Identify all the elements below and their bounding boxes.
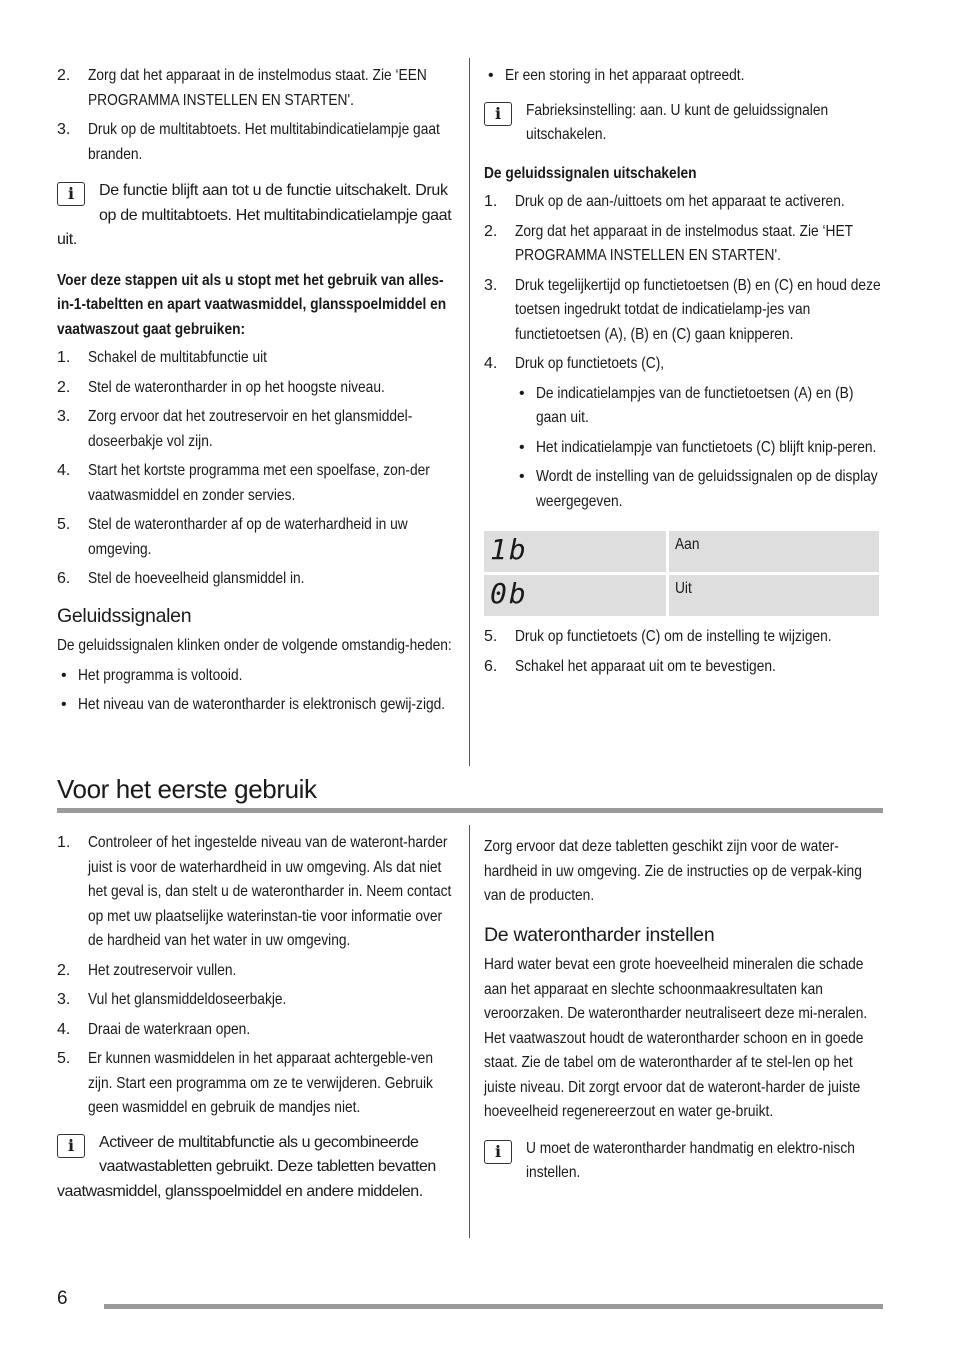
- bullet-list: [484, 64, 884, 89]
- right-column-bottom: [484, 835, 884, 1196]
- steps-list-a: [57, 64, 457, 167]
- section-subheading: De geluidssignalen uitschakelen: [484, 164, 697, 182]
- list-item: 5. Druk op functietoets (C) om de instelling te wijzigen.: [484, 628, 832, 645]
- info-note: i Fabrieksinstelling: aan. U kunt de geluidssignalen uitschakelen.: [484, 99, 884, 148]
- list-item: 3. Druk op de multitabtoets. Het multitabindicatielampje gaat branden.: [57, 121, 440, 163]
- info-note: i U moet de waterontharder handmatig en elektro-nisch instellen.: [484, 1137, 884, 1186]
- list-item: 2. Het zoutreservoir vullen.: [57, 961, 237, 979]
- list-item: • Het programma is voltooid.: [61, 666, 243, 684]
- info-icon: i: [57, 182, 85, 206]
- list-item: 5. Er kunnen wasmiddelen in het apparaat achtergeble-ven zijn. Start een programma om ze te verwijderen. Gebruik geen wasmiddel en gebruik de mandjes niet.: [57, 1050, 433, 1116]
- list-item: 5. Stel de waterontharder af op de waterhardheid in uw omgeving.: [57, 516, 408, 558]
- list-item: 2. Zorg dat het apparaat in de instelmodus staat. Zie ‘HET PROGRAMMA INSTELLEN EN STARTEN'.: [484, 222, 853, 264]
- list-item: 1. Druk op de aan-/uittoets om het apparaat te activeren.: [484, 193, 845, 210]
- display-label: Aan: [669, 531, 879, 572]
- section-title: Voor het eerste gebruik: [57, 774, 317, 804]
- page-number: 6: [57, 1288, 68, 1309]
- left-column-bottom: [57, 831, 457, 1214]
- list-item: 6. Stel de hoeveelheid glansmiddel in.: [57, 570, 305, 587]
- subsection-title: Geluidssignalen: [57, 604, 192, 627]
- display-label: Uit: [669, 575, 879, 616]
- display-table: [481, 528, 882, 619]
- list-item: 4. Draai de waterkraan open.: [57, 1020, 251, 1038]
- list-item: 6. Schakel het apparaat uit om te bevestigen.: [484, 657, 776, 675]
- list-item: 3. Zorg ervoor dat het zoutreservoir en het glansmiddel-doseerbakje vol zijn.: [57, 408, 413, 450]
- list-item: • Het niveau van de waterontharder is elektronisch gewij-zigd.: [61, 696, 446, 713]
- sub-bullet-list: [515, 382, 884, 515]
- list-item: 4. Druk op functietoets (C),: [484, 355, 665, 372]
- intro-paragraph: De geluidssignalen klinken onder de volgende omstandig-heden:: [57, 637, 452, 654]
- right-column-top: [484, 64, 884, 684]
- title-rule: [57, 808, 883, 813]
- info-note: i De functie blijft aan tot u de functie uitschakelt. Druk op de multitabtoets. Het multitabindicatielampje gaat uit.: [57, 182, 452, 248]
- bullet-list: [57, 664, 457, 718]
- display-code: 0b: [484, 575, 666, 616]
- list-item: 2. Zorg dat het apparaat in de instelmodus staat. Zie ‘EEN PROGRAMMA INSTELLEN EN STARTEN'.: [57, 67, 427, 109]
- list-item: • Wordt de instelling van de geluidssignalen op de display weergegeven.: [519, 468, 878, 510]
- list-item: 3. Vul het glansmiddeldoseerbakje.: [57, 991, 287, 1008]
- list-item: 1. Schakel de multitabfunctie uit: [57, 349, 267, 366]
- info-note: i Activeer de multitabfunctie als u gecombineerde vaatwastabletten gebruikt. Deze tabletten bevatten vaatwasmiddel, glansspoelmiddel en andere middelen.: [57, 1133, 436, 1200]
- footer-rule: [104, 1304, 883, 1309]
- list-item: • De indicatielampjes van de functietoetsen (A) en (B) gaan uit.: [519, 384, 854, 426]
- info-icon: i: [484, 1140, 512, 1164]
- subsection-title: De waterontharder instellen: [484, 923, 715, 946]
- info-icon: i: [484, 102, 512, 126]
- list-item: 2. Stel de waterontharder in op het hoogste niveau.: [57, 378, 385, 396]
- intro-paragraph: Zorg ervoor dat deze tabletten geschikt zijn voor de water-hardheid in uw omgeving. Zie de instructies op de verpak-king van de producten.: [484, 838, 862, 904]
- table-row: [484, 531, 879, 572]
- table-row: [484, 575, 879, 616]
- display-code: 1b: [484, 531, 666, 572]
- list-item: 3. Druk tegelijkertijd op functietoetsen (B) en (C) en houd deze toetsen ingedrukt totdat de indicatielamp-jes van functietoetsen (A), (B) en (C) gaan knipperen.: [484, 276, 881, 343]
- left-column-top: [57, 64, 457, 723]
- list-item: • Er een storing in het apparaat optreedt.: [488, 67, 745, 84]
- steps-list: [57, 831, 457, 1121]
- list-item: 1. Controleer of het ingestelde niveau van de wateront-harder juist is voor de waterhardheid in uw omgeving. Als dat niet het geval is, dan stelt u de waterontharder in. Neem contact op met uw plaatselijke waterinstan-tie voor informatie over de hardheid van het water in uw omgeving.: [57, 834, 452, 949]
- column-divider-bottom: [469, 825, 470, 1238]
- paragraph: Het vaatwaszout houdt de waterontharder schoon en in goede staat. Zie de tabel om de waterontharder af te stel-len op het juiste niveau. Dit zorgt ervoor dat de wateront-harder de juiste hoeveelheid regenereerzout en water ge-bruikt.: [484, 1029, 864, 1120]
- section-subheading: Voer deze stappen uit als u stopt met het gebruik van alles-in-1-tabeltten en apart vaatwasmiddel, glansspoelmiddel en vaatwaszout gaat gebruiken:: [57, 271, 447, 338]
- column-divider-top: [469, 58, 470, 766]
- list-item: • Het indicatielampje van functietoets (C) blijft knip-peren.: [519, 438, 877, 456]
- steps-list-after: [484, 625, 884, 679]
- steps-list-b: [57, 346, 457, 592]
- paragraph: Hard water bevat een grote hoeveelheid mineralen die schade aan het apparaat en slechte schoonmaakresultaten kan veroorzaken. De waterontharder neutraliseert deze mi-neralen.: [484, 956, 868, 1022]
- list-item: 4. Start het kortste programma met een spoelfase, zon-der vaatwasmiddel en zonder servies.: [57, 462, 430, 504]
- steps-list: [484, 190, 884, 377]
- info-icon: i: [57, 1134, 85, 1158]
